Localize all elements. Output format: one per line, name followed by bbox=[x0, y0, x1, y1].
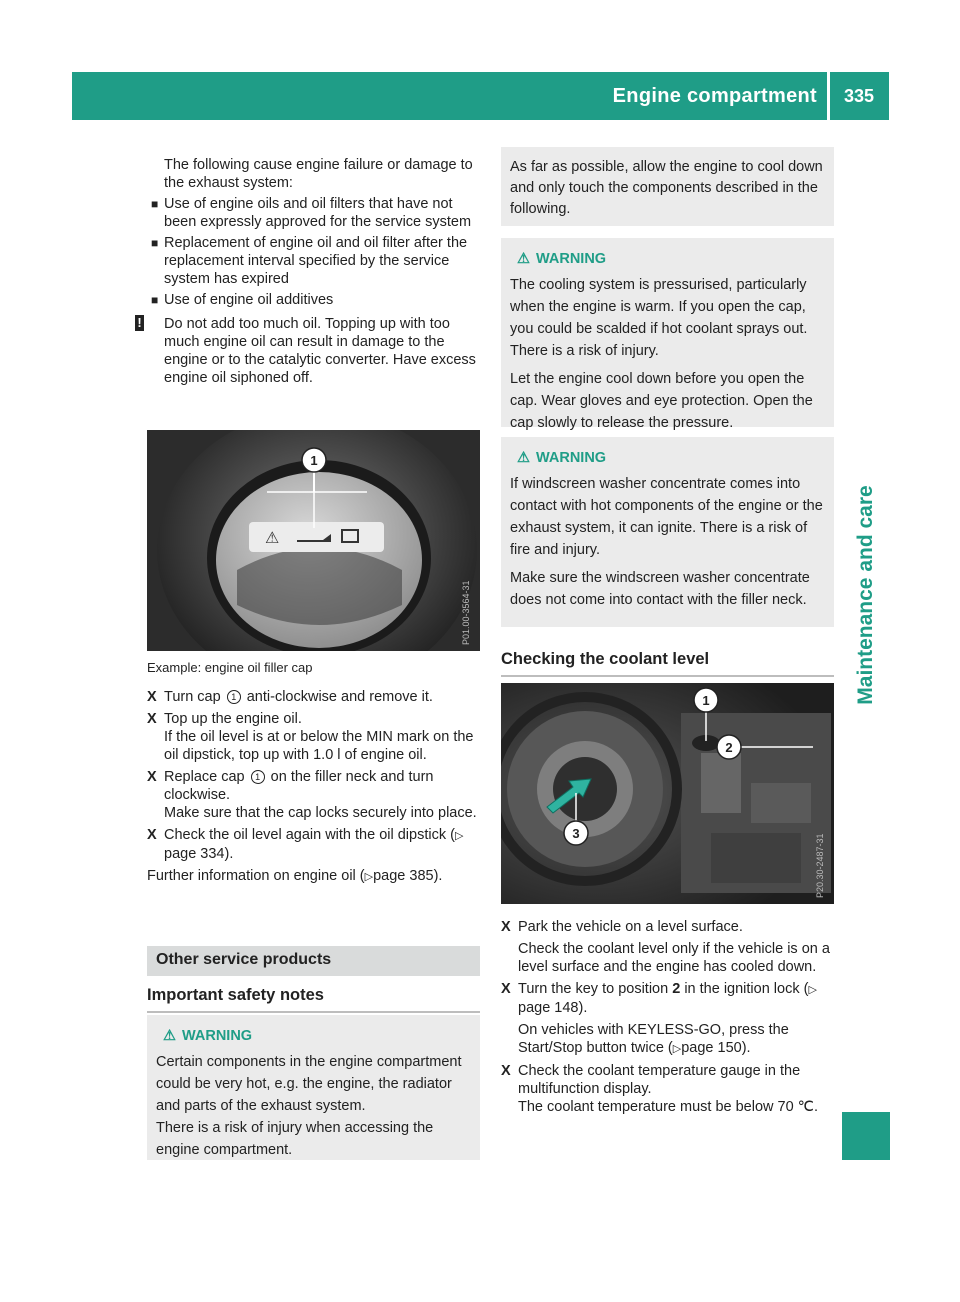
notice-block bbox=[135, 315, 482, 387]
step-item: X Check the coolant temperature gauge in the multifunction display. The coolant temperature must be below 70 ℃. bbox=[501, 1063, 818, 1115]
list-item: ■ Use of engine oil additives bbox=[151, 292, 334, 308]
step-marker-icon: X bbox=[501, 1063, 511, 1079]
warning-text: If windscreen washer concentrate comes into contact with hot components of the engine or the exhaust system, it can ignite. There is a risk of fire and injury. bbox=[510, 476, 823, 558]
exclamation-icon: ! bbox=[135, 315, 144, 331]
step-marker-icon: X bbox=[147, 769, 157, 785]
warning-icon: ⚠ bbox=[163, 1028, 176, 1044]
step-marker-icon: X bbox=[147, 711, 157, 727]
page-ref-link[interactable]: page 334 bbox=[164, 846, 225, 862]
side-tab-label: Maintenance and care bbox=[854, 485, 877, 705]
warning-box bbox=[501, 238, 834, 431]
step-item: X Turn cap 1 anti-clockwise and remove it. bbox=[147, 689, 433, 705]
step-item: X Top up the engine oil. If the oil level is at or below the MIN mark on the oil dipstick, top up with 1.0 l of engine oil. bbox=[147, 711, 474, 763]
divider bbox=[501, 675, 834, 677]
bullet-icon: ■ bbox=[151, 197, 159, 211]
warning-text: The cooling system is pressurised, particularly when the engine is warm. If you open the cap, you could be scalded if hot coolant sprays out. There is a risk of injury. bbox=[510, 277, 808, 359]
figure-code: P01.00-3564-31 bbox=[461, 580, 471, 645]
oil-steps bbox=[147, 684, 482, 886]
callout-ref: 1 bbox=[227, 690, 241, 704]
svg-text:⚠: ⚠ bbox=[265, 528, 280, 547]
step-marker-icon: X bbox=[501, 919, 511, 935]
warning-text: Make sure the windscreen washer concentrate does not come into contact with the filler neck. bbox=[510, 570, 810, 608]
list-item: ■ Use of engine oils and oil filters that have not been expressly approved for the service system bbox=[151, 196, 472, 230]
page-ref-link[interactable]: page 150 bbox=[681, 1040, 742, 1056]
coolant-tank-illustration bbox=[501, 683, 834, 904]
warning-text: Let the engine cool down before you open the cap. Wear gloves and eye protection. Open the cap slowly to release the pressure. bbox=[510, 371, 813, 431]
chapter-title: Engine compartment bbox=[612, 85, 817, 107]
page-ref-arrow-icon: ▷ bbox=[364, 871, 374, 883]
warning-box bbox=[501, 437, 834, 627]
side-tab-marker bbox=[842, 1112, 890, 1160]
step-item: X Park the vehicle on a level surface. Check the coolant level only if the vehicle is on a level surface and the engine has cooled down. bbox=[501, 919, 830, 975]
header-divider bbox=[827, 72, 830, 120]
list-item: ■ Replacement of engine oil and oil filter after the replacement interval specified by the service system has expired bbox=[151, 235, 468, 287]
page-ref-link[interactable]: page 385 bbox=[373, 868, 434, 884]
warning-heading: ⚠ WARNING bbox=[517, 248, 825, 270]
section-title: Other service products bbox=[156, 951, 332, 968]
callout-1: 1 bbox=[310, 453, 318, 468]
page-ref-arrow-icon: ▷ bbox=[454, 830, 464, 842]
page-ref-link[interactable]: page 148 bbox=[518, 1000, 579, 1016]
warning-text: There is a risk of injury when accessing the engine compartment. bbox=[156, 1120, 434, 1158]
callout-1: 1 bbox=[702, 693, 710, 708]
callout-ref: 1 bbox=[251, 770, 265, 784]
warning-icon: ⚠ bbox=[517, 251, 530, 267]
warning-text: Certain components in the engine compartment could be very hot, e.g. the engine, the radiator and parts of the exhaust system. bbox=[156, 1054, 462, 1114]
warning-heading: ⚠ WARNING bbox=[517, 447, 825, 469]
step-item: X Check the oil level again with the oil dipstick (▷page 334). bbox=[147, 827, 464, 862]
page-ref-arrow-icon: ▷ bbox=[672, 1043, 682, 1055]
side-tab bbox=[842, 430, 890, 760]
info-text: As far as possible, allow the engine to cool down and only touch the components described in the following. bbox=[510, 159, 823, 217]
page-number: 335 bbox=[843, 86, 875, 106]
figure-caption: Example: engine oil filler cap bbox=[147, 660, 313, 675]
oil-filler-cap-photo bbox=[147, 430, 480, 651]
intro-text: The following cause engine failure or damage to the exhaust system: bbox=[164, 157, 473, 191]
step-item: X Replace cap 1 on the filler neck and turn clockwise. Make sure that the cap locks securely into place. bbox=[147, 769, 477, 821]
warning-box bbox=[147, 1015, 480, 1160]
figure-code: P20.30-2487-31 bbox=[815, 833, 825, 898]
bullet-icon: ■ bbox=[151, 293, 159, 307]
divider bbox=[147, 1011, 480, 1013]
step-item: X Turn the key to position 2 in the ignition lock (▷page 148). On vehicles with KEYLESS-GO, press the Start/Stop button twice (▷page 150). bbox=[501, 981, 817, 1056]
coolant-tank-photo bbox=[501, 683, 834, 904]
page-ref-arrow-icon: ▷ bbox=[808, 984, 817, 996]
info-box bbox=[501, 147, 834, 226]
warning-icon: ⚠ bbox=[517, 450, 530, 466]
bullet-icon: ■ bbox=[151, 236, 159, 250]
section-bar bbox=[147, 946, 480, 976]
page-header bbox=[72, 72, 889, 120]
warning-heading: ⚠ WARNING bbox=[163, 1025, 471, 1047]
left-intro-block bbox=[137, 156, 482, 387]
step-marker-icon: X bbox=[147, 827, 157, 843]
notice-text: Do not add too much oil. Topping up with too much engine oil can result in damage to the engine or to the catalytic converter. Have excess engine oil siphoned off. bbox=[164, 316, 476, 386]
oil-filler-cap-illustration bbox=[147, 430, 480, 651]
subsection-title: Important safety notes bbox=[147, 986, 324, 1004]
coolant-steps bbox=[501, 914, 836, 1120]
step-marker-icon: X bbox=[147, 689, 157, 705]
callout-3: 3 bbox=[572, 826, 580, 841]
callout-2: 2 bbox=[725, 740, 733, 755]
further-info: Further information on engine oil (▷page 385). bbox=[147, 868, 443, 884]
coolant-heading: Checking the coolant level bbox=[501, 650, 710, 668]
step-marker-icon: X bbox=[501, 981, 511, 997]
